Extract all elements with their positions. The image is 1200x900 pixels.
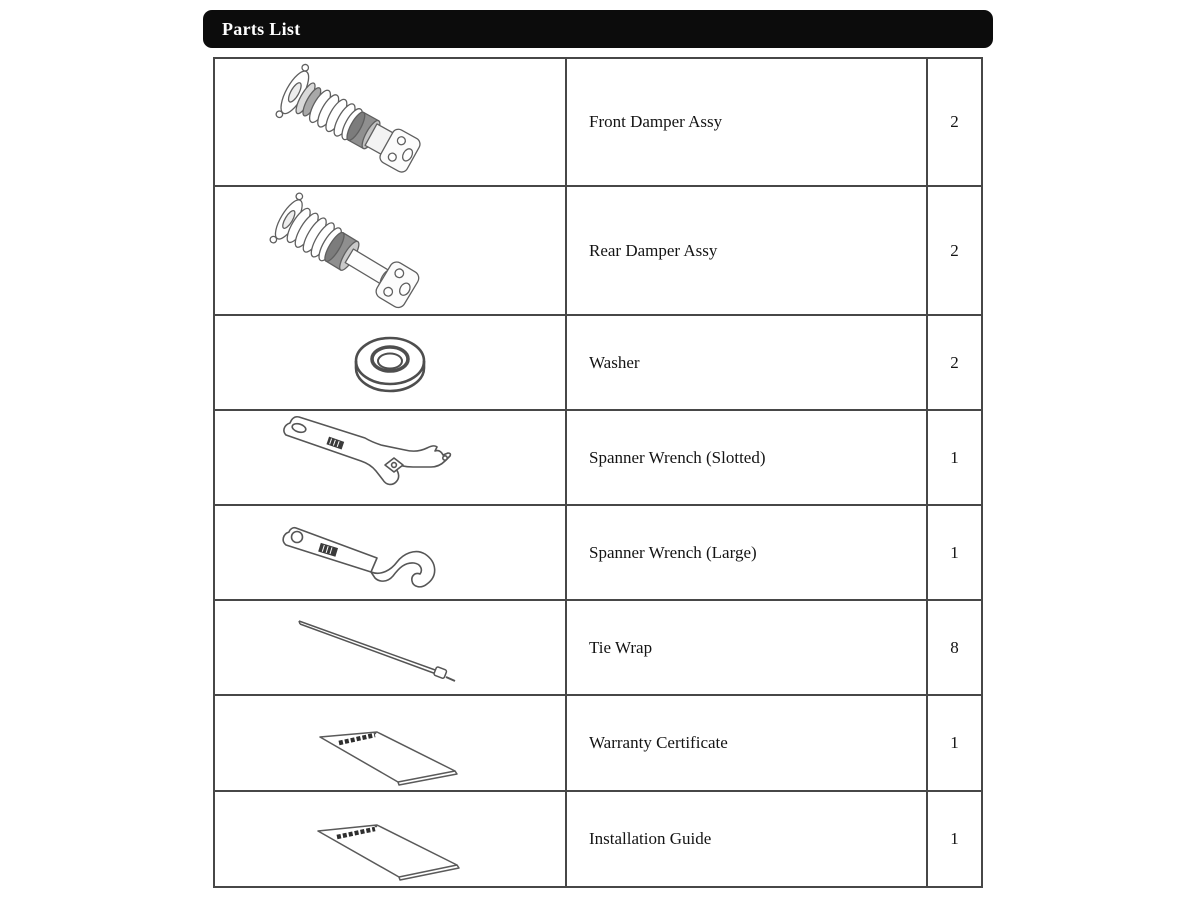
part-name: Installation Guide — [566, 791, 927, 887]
part-name: Spanner Wrench (Slotted) — [566, 410, 927, 505]
spanner-wrench-slotted-illustration — [216, 415, 564, 501]
warranty-certificate-illustration — [216, 697, 564, 789]
part-quantity: 1 — [927, 410, 982, 505]
part-name: Washer — [566, 315, 927, 410]
table-row — [214, 791, 982, 887]
part-illustration-cell — [214, 410, 566, 505]
page-title: Parts List — [222, 18, 301, 39]
part-name: Front Damper Assy — [566, 58, 927, 186]
table-row — [214, 695, 982, 791]
part-quantity: 2 — [927, 186, 982, 315]
part-illustration-cell — [214, 186, 566, 315]
rear-damper-illustration — [216, 190, 564, 312]
parts-list-header-bar — [203, 10, 993, 48]
spanner-wrench-large-illustration — [216, 510, 564, 596]
table-row — [214, 410, 982, 505]
part-quantity: 2 — [927, 315, 982, 410]
parts-table-body — [214, 58, 982, 887]
part-quantity: 2 — [927, 58, 982, 186]
part-illustration-cell — [214, 505, 566, 600]
part-name: Spanner Wrench (Large) — [566, 505, 927, 600]
part-quantity: 1 — [927, 791, 982, 887]
tie-wrap-illustration — [216, 611, 564, 685]
table-row — [214, 315, 982, 410]
table-row — [214, 186, 982, 315]
part-illustration-cell — [214, 58, 566, 186]
part-illustration-cell — [214, 315, 566, 410]
part-quantity: 8 — [927, 600, 982, 695]
part-illustration-cell — [214, 791, 566, 887]
part-quantity: 1 — [927, 695, 982, 791]
washer-illustration — [216, 323, 564, 403]
front-damper-illustration — [216, 62, 564, 182]
part-illustration-cell — [214, 600, 566, 695]
table-row — [214, 505, 982, 600]
part-illustration-cell — [214, 695, 566, 791]
part-name: Tie Wrap — [566, 600, 927, 695]
parts-table — [213, 57, 983, 888]
part-quantity: 1 — [927, 505, 982, 600]
part-name: Warranty Certificate — [566, 695, 927, 791]
table-row — [214, 58, 982, 186]
part-name: Rear Damper Assy — [566, 186, 927, 315]
table-row — [214, 600, 982, 695]
installation-guide-illustration — [216, 793, 564, 885]
